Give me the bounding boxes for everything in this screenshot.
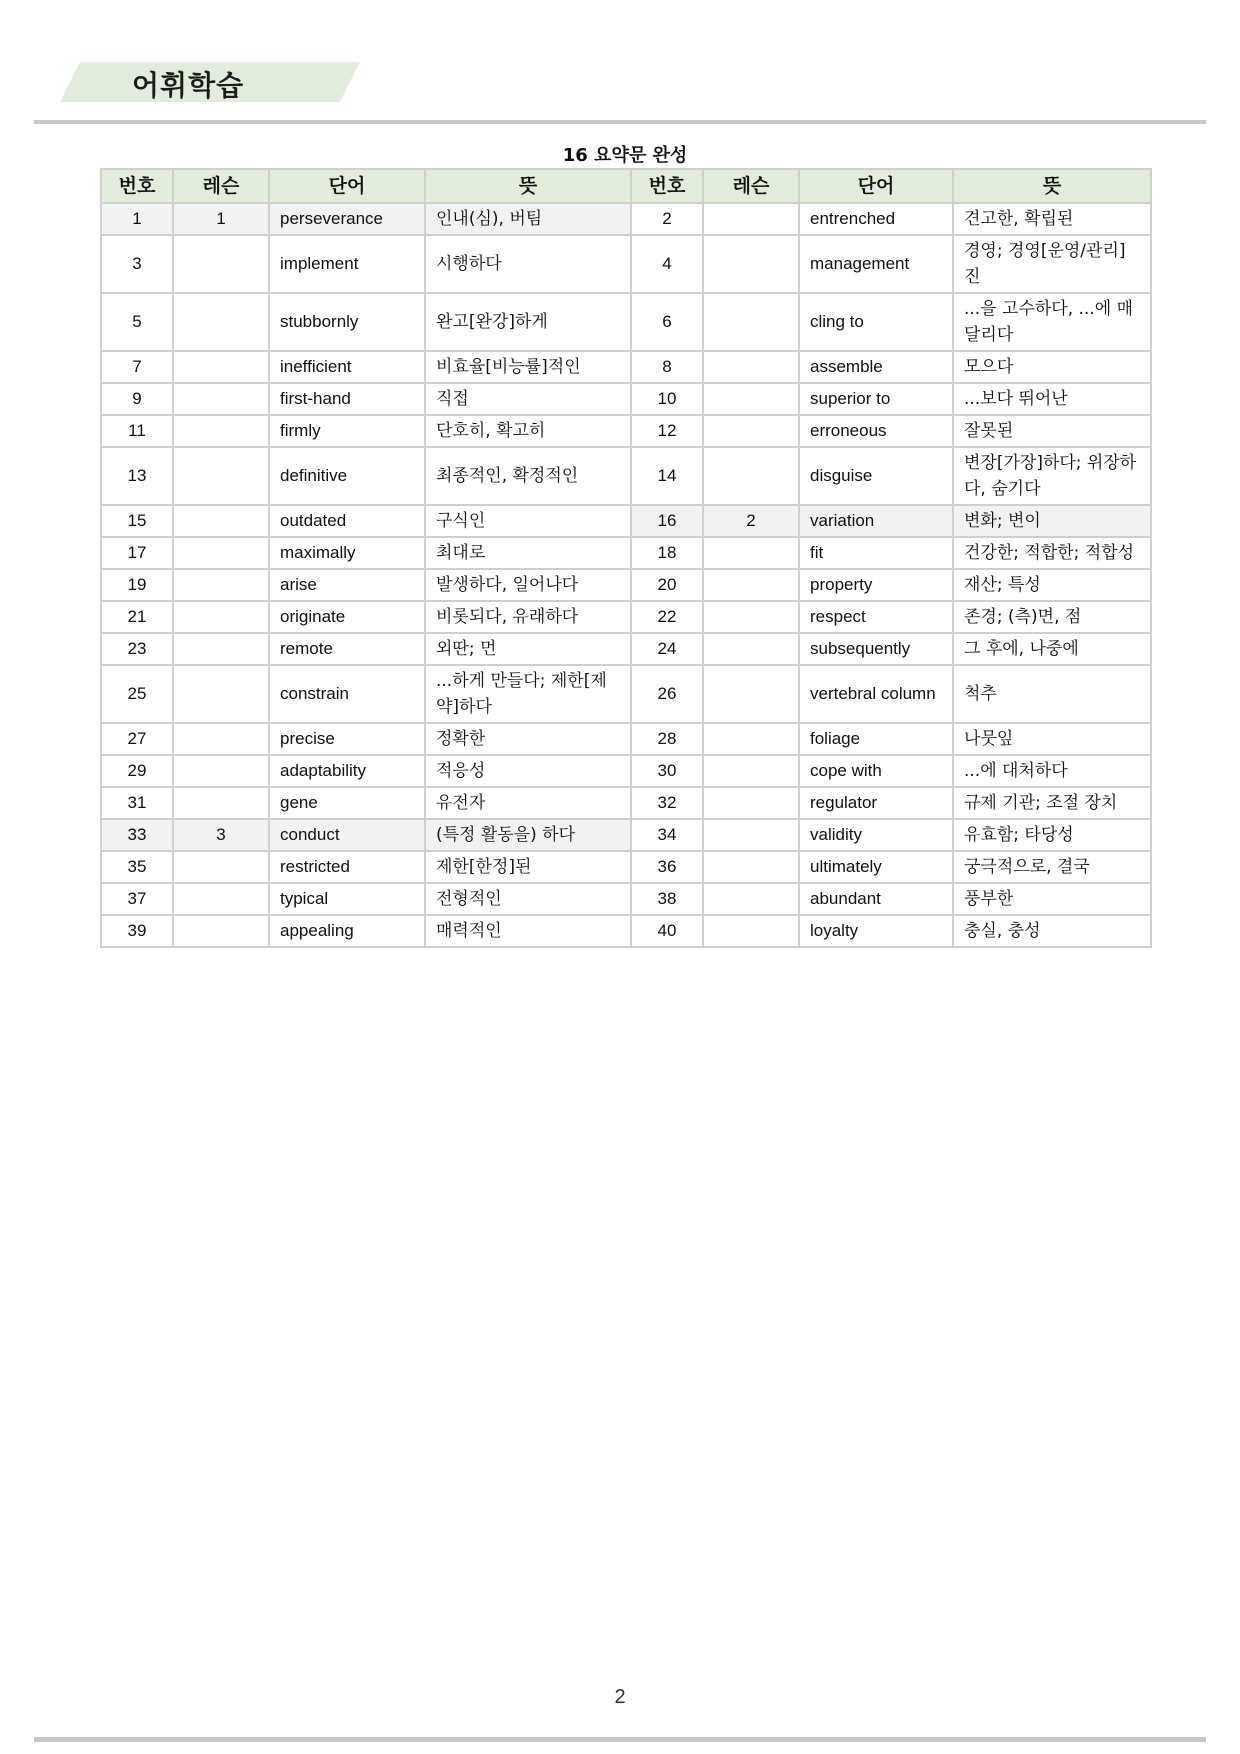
entry-word: validity [799,819,953,851]
entry-word: management [799,235,953,293]
entry-meaning: (특정 활동을) 하다 [425,819,631,851]
entry-meaning: ...을 고수하다, ...에 매달리다 [953,293,1151,351]
table-row [101,537,1151,569]
entry-meaning: 궁극적으로, 결국 [953,851,1151,883]
entry-lesson: 3 [173,819,269,851]
entry-number: 36 [631,851,703,883]
entry-word: first-hand [269,383,425,415]
entry-number: 5 [101,293,173,351]
entry-number: 37 [101,883,173,915]
entry-word: precise [269,723,425,755]
entry-meaning: 정확한 [425,723,631,755]
entry-word: disguise [799,447,953,505]
entry-word: definitive [269,447,425,505]
entry-meaning: 전형적인 [425,883,631,915]
entry-lesson [703,235,799,293]
entry-number: 14 [631,447,703,505]
table-row [101,415,1151,447]
entry-number: 25 [101,665,173,723]
header-meaning: 뜻 [425,169,631,203]
entry-number: 39 [101,915,173,947]
entry-word: variation [799,505,953,537]
entry-number: 27 [101,723,173,755]
table-caption: 16 요약문 완성 [562,145,688,166]
header-word: 단어 [269,169,425,203]
entry-word: respect [799,601,953,633]
header-meaning: 뜻 [953,169,1151,203]
entry-meaning: ...보다 뛰어난 [953,383,1151,415]
entry-lesson [173,415,269,447]
table-row [101,633,1151,665]
entry-word: perseverance [269,203,425,235]
entry-lesson [173,235,269,293]
entry-number: 32 [631,787,703,819]
table-row [101,383,1151,415]
table-row [101,505,1151,537]
table-header-row [101,169,1151,203]
entry-word: loyalty [799,915,953,947]
entry-word: conduct [269,819,425,851]
entry-meaning: 최대로 [425,537,631,569]
header-number: 번호 [631,169,703,203]
entry-word: restricted [269,851,425,883]
entry-meaning: 변화; 변이 [953,505,1151,537]
entry-word: appealing [269,915,425,947]
entry-lesson [703,819,799,851]
entry-number: 12 [631,415,703,447]
entry-meaning: 인내(심), 버팀 [425,203,631,235]
table-row [101,203,1151,235]
entry-word: arise [269,569,425,601]
entry-number: 7 [101,351,173,383]
entry-number: 33 [101,819,173,851]
table-row [101,851,1151,883]
entry-lesson [703,665,799,723]
entry-meaning: 시행하다 [425,235,631,293]
entry-number: 20 [631,569,703,601]
entry-meaning: 건강한; 적합한; 적합성 [953,537,1151,569]
entry-meaning: 비효율[비능률]적인 [425,351,631,383]
entry-meaning: 구식인 [425,505,631,537]
entry-word: adaptability [269,755,425,787]
table-row [101,665,1151,723]
entry-word: entrenched [799,203,953,235]
header-number: 번호 [101,169,173,203]
entry-lesson [173,505,269,537]
entry-meaning: 그 후에, 나중에 [953,633,1151,665]
table-row [101,723,1151,755]
entry-word: cope with [799,755,953,787]
entry-meaning: 외딴; 먼 [425,633,631,665]
entry-meaning: 잘못된 [953,415,1151,447]
footer-rule [34,1737,1206,1742]
entry-lesson [173,351,269,383]
entry-word: constrain [269,665,425,723]
table-row [101,883,1151,915]
entry-number: 23 [101,633,173,665]
entry-lesson [173,633,269,665]
entry-lesson [703,633,799,665]
entry-number: 18 [631,537,703,569]
entry-word: erroneous [799,415,953,447]
entry-lesson [173,787,269,819]
entry-lesson [703,203,799,235]
entry-meaning: 변장[가장]하다; 위장하다, 숨기다 [953,447,1151,505]
entry-number: 2 [631,203,703,235]
entry-word: maximally [269,537,425,569]
entry-lesson [703,383,799,415]
entry-lesson [173,293,269,351]
entry-lesson [703,601,799,633]
entry-word: regulator [799,787,953,819]
entry-lesson [173,447,269,505]
entry-meaning: 모으다 [953,351,1151,383]
entry-number: 6 [631,293,703,351]
entry-lesson [173,915,269,947]
entry-number: 38 [631,883,703,915]
entry-meaning: 나뭇잎 [953,723,1151,755]
entry-number: 3 [101,235,173,293]
table-row [101,235,1151,293]
entry-word: abundant [799,883,953,915]
entry-number: 8 [631,351,703,383]
entry-lesson [173,755,269,787]
entry-lesson [173,851,269,883]
table-row [101,569,1151,601]
entry-word: foliage [799,723,953,755]
entry-lesson [173,569,269,601]
entry-lesson [703,447,799,505]
entry-lesson [703,537,799,569]
entry-lesson: 1 [173,203,269,235]
entry-meaning: 최종적인, 확정적인 [425,447,631,505]
entry-number: 34 [631,819,703,851]
entry-word: ultimately [799,851,953,883]
entry-lesson [703,787,799,819]
entry-lesson [703,569,799,601]
entry-meaning: 경영; 경영[운영/관리]진 [953,235,1151,293]
entry-lesson [173,665,269,723]
entry-number: 30 [631,755,703,787]
entry-meaning: 유효함; 타당성 [953,819,1151,851]
entry-meaning: 유전자 [425,787,631,819]
entry-meaning: 발생하다, 일어나다 [425,569,631,601]
entry-lesson [703,851,799,883]
entry-meaning: 척추 [953,665,1151,723]
entry-number: 15 [101,505,173,537]
table-row [101,293,1151,351]
entry-word: firmly [269,415,425,447]
entry-lesson [173,383,269,415]
entry-meaning: 완고[완강]하게 [425,293,631,351]
header-word: 단어 [799,169,953,203]
entry-number: 26 [631,665,703,723]
table-row [101,447,1151,505]
table-row [101,819,1151,851]
entry-number: 21 [101,601,173,633]
entry-word: subsequently [799,633,953,665]
entry-word: property [799,569,953,601]
entry-number: 16 [631,505,703,537]
entry-lesson [703,755,799,787]
header-lesson: 레슨 [703,169,799,203]
entry-word: gene [269,787,425,819]
entry-number: 28 [631,723,703,755]
entry-number: 4 [631,235,703,293]
entry-lesson [703,293,799,351]
table-row [101,915,1151,947]
entry-word: assemble [799,351,953,383]
entry-lesson [173,723,269,755]
entry-meaning: 비롯되다, 유래하다 [425,601,631,633]
entry-lesson [703,883,799,915]
entry-lesson [703,351,799,383]
table-row [101,601,1151,633]
entry-word: inefficient [269,351,425,383]
entry-word: implement [269,235,425,293]
entry-number: 22 [631,601,703,633]
entry-meaning: 재산; 특성 [953,569,1151,601]
entry-word: typical [269,883,425,915]
entry-meaning: 매력적인 [425,915,631,947]
entry-meaning: 직접 [425,383,631,415]
entry-number: 19 [101,569,173,601]
entry-meaning: 제한[한정]된 [425,851,631,883]
entry-lesson [703,915,799,947]
entry-meaning: ...하게 만들다; 제한[제약]하다 [425,665,631,723]
entry-word: remote [269,633,425,665]
entry-word: vertebral column [799,665,953,723]
page-number: 2 [614,1686,626,1708]
header-lesson: 레슨 [173,169,269,203]
entry-number: 31 [101,787,173,819]
entry-lesson [703,723,799,755]
entry-number: 17 [101,537,173,569]
entry-meaning: 적응성 [425,755,631,787]
table-row [101,755,1151,787]
entry-lesson [173,883,269,915]
page-header-title: 어휘학습 [132,69,245,102]
entry-word: stubbornly [269,293,425,351]
table-row [101,787,1151,819]
entry-word: cling to [799,293,953,351]
entry-number: 24 [631,633,703,665]
entry-number: 1 [101,203,173,235]
entry-lesson: 2 [703,505,799,537]
table-row [101,351,1151,383]
entry-lesson [703,415,799,447]
entry-number: 13 [101,447,173,505]
entry-number: 35 [101,851,173,883]
entry-meaning: 단호히, 확고히 [425,415,631,447]
entry-meaning: ...에 대처하다 [953,755,1151,787]
entry-meaning: 존경; (측)면, 점 [953,601,1151,633]
entry-number: 40 [631,915,703,947]
entry-word: fit [799,537,953,569]
entry-number: 10 [631,383,703,415]
entry-lesson [173,537,269,569]
entry-meaning: 충실, 충성 [953,915,1151,947]
entry-word: outdated [269,505,425,537]
entry-number: 11 [101,415,173,447]
entry-word: superior to [799,383,953,415]
vocabulary-table [100,168,1152,948]
entry-number: 29 [101,755,173,787]
entry-meaning: 견고한, 확립된 [953,203,1151,235]
entry-word: originate [269,601,425,633]
entry-meaning: 규제 기관; 조절 장치 [953,787,1151,819]
header-rule [34,120,1206,124]
entry-meaning: 풍부한 [953,883,1151,915]
entry-number: 9 [101,383,173,415]
entry-lesson [173,601,269,633]
